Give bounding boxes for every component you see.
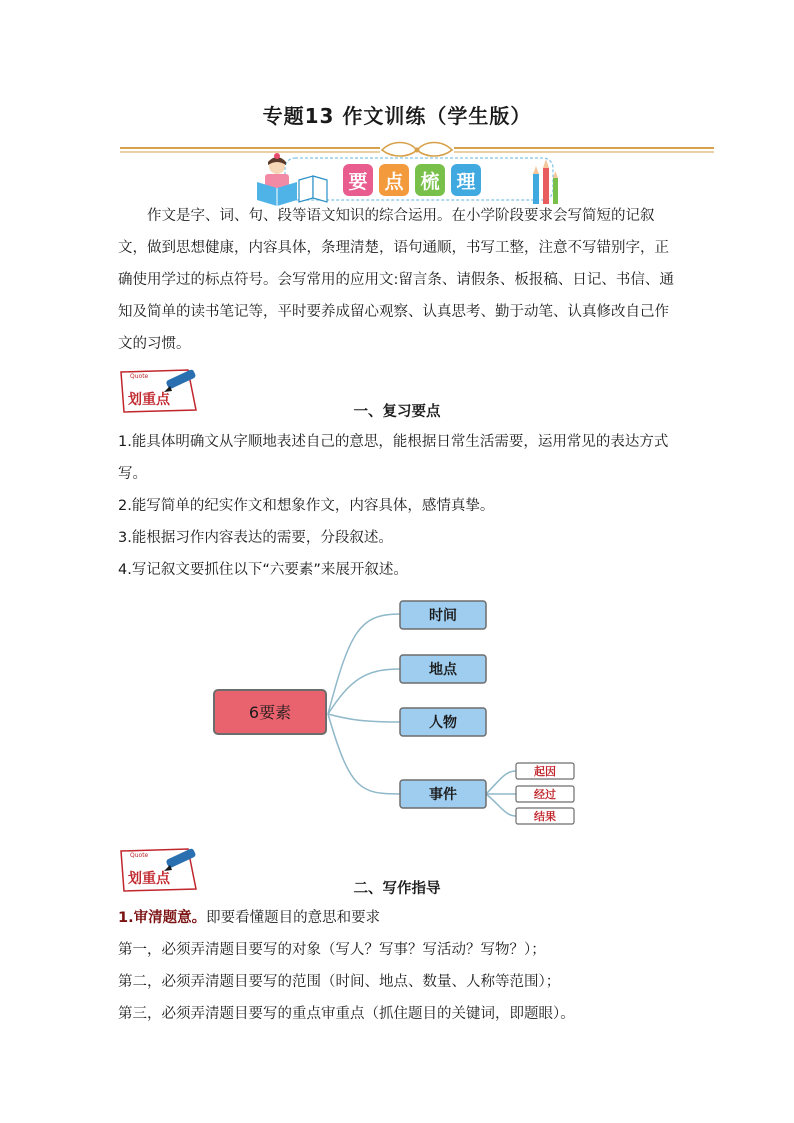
writing-point-1 — [118, 902, 680, 934]
guide-line-1: 第一，必须弄清题目要写的对象（写人？写事？写活动？写物？）； — [118, 942, 546, 958]
sub-node-cause — [516, 763, 574, 779]
review-item-3: 3.能根据习作内容表达的需要，分段叙述。 — [118, 530, 393, 546]
banner-char-3: 梳 — [420, 171, 440, 193]
six-elements-mindmap — [200, 590, 590, 830]
sub-node-process — [516, 786, 574, 802]
banner-char-2: 点 — [384, 171, 404, 193]
svg-text:事件: 事件 — [429, 787, 457, 803]
writing-point-1-label: 1.审清题意。 — [118, 910, 207, 926]
svg-text:时间: 时间 — [429, 608, 457, 624]
svg-text:划重点: 划重点 — [128, 392, 170, 408]
svg-text:结果: 结果 — [534, 810, 556, 823]
review-item-2: 2.能写简单的纪实作文和想象作文，内容具体，感情真挚。 — [118, 498, 495, 514]
section2-heading: 二、写作指导 — [353, 881, 441, 897]
pencils-icon — [533, 159, 558, 204]
banner-char-1: 要 — [348, 171, 368, 193]
section1-heading: 一、复习要点 — [353, 404, 441, 420]
branch-node-time — [400, 601, 486, 629]
intro-paragraph: 作文是字、词、句、段等语文知识的综合运用。在小学阶段要求会写简短的记叙文，做到思想健康，内容具体，条理清楚，语句通顺，书写工整，注意不写错别字，正确使用学过的标点符号。会写常用的应用文:留言条、请假条、板报稿、日记、书信、通知及简单的读书笔记等，平时要养成留心观察、认真思考、勤于动笔、认真修改自己作文的习惯。 — [118, 208, 674, 352]
svg-text:Quote: Quote — [130, 852, 149, 859]
girl-reading-icon — [257, 153, 297, 206]
center-node — [214, 690, 326, 734]
sub-node-result — [516, 808, 574, 824]
branch-node-person — [400, 708, 486, 736]
svg-text:Quote: Quote — [130, 373, 149, 380]
guide-line-2: 第二，必须弄清题目要写的范围（时间、地点、数量、人称等范围）； — [118, 974, 561, 990]
review-item-4: 4.写记叙文要抓住以下“六要素”来展开叙述。 — [118, 562, 408, 578]
svg-text:人物: 人物 — [429, 715, 457, 731]
svg-text:起因: 起因 — [534, 765, 556, 778]
banner-tiles — [343, 164, 481, 196]
svg-text:划重点: 划重点 — [128, 871, 170, 887]
banner-char-4: 理 — [456, 171, 476, 193]
open-book-icon — [299, 176, 327, 202]
review-item-1: 1.能具体明确文从字顺地表述自己的意思，能根据日常生活需要，运用常见的表达方式写。 — [118, 434, 669, 482]
page-title: 专题13 作文训练（学生版） — [262, 104, 532, 128]
center-node-label: 6要素 — [248, 703, 292, 722]
writing-point-1-text: 即要看懂题目的意思和要求 — [206, 910, 381, 926]
svg-text:地点: 地点 — [429, 662, 457, 678]
svg-text:经过: 经过 — [534, 788, 556, 801]
branch-node-event — [400, 780, 486, 808]
branch-node-place — [400, 655, 486, 683]
guide-line-3: 第三，必须弄清题目要写的重点审重点（抓住题目的关键词，即题眼）。 — [118, 1006, 575, 1022]
